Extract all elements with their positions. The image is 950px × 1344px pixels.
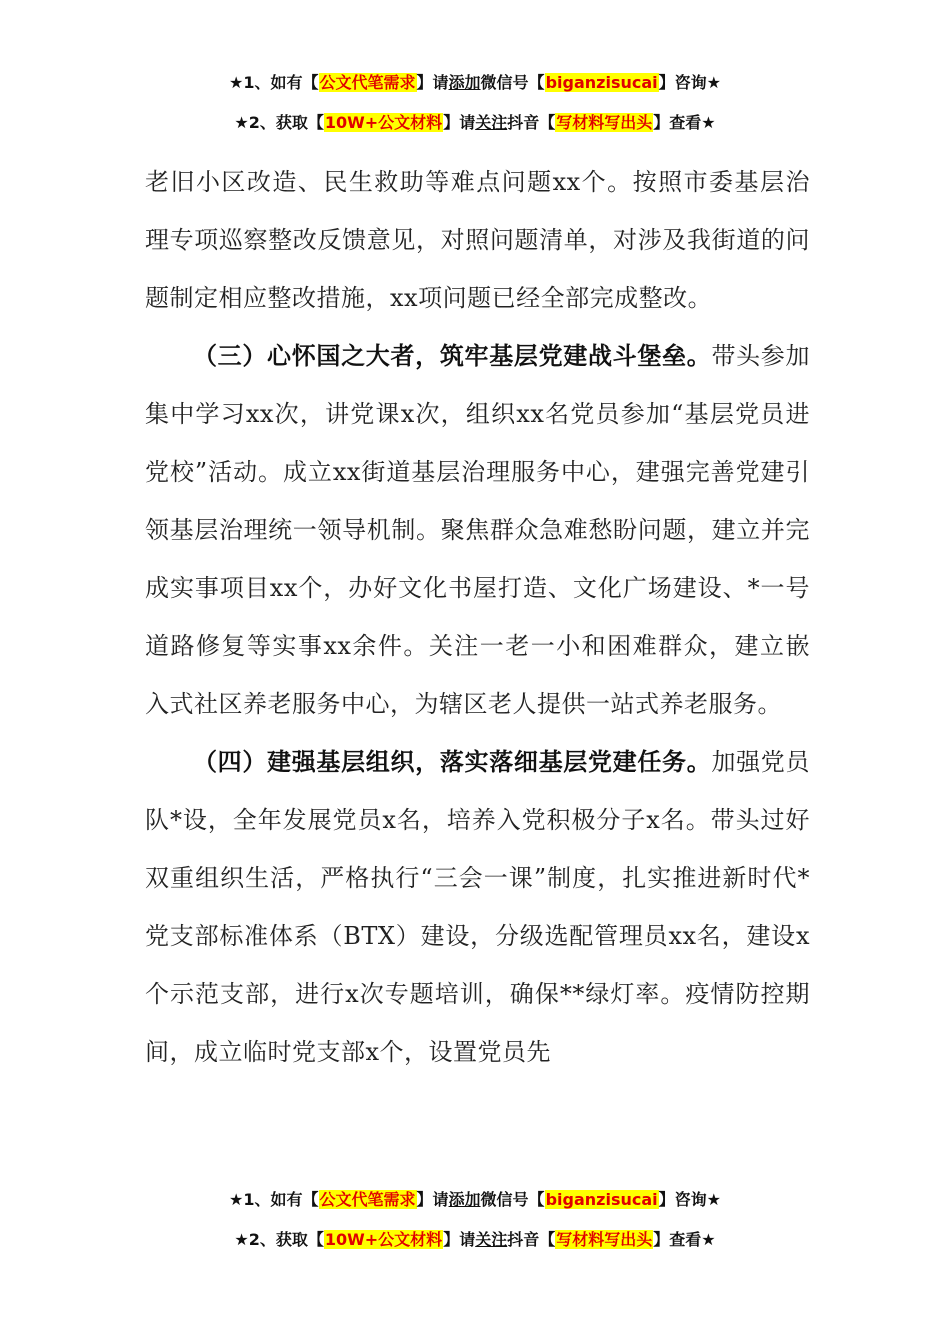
promo-underline: 关注 [475, 113, 508, 132]
promo-text: 】请 [443, 113, 476, 132]
promo-text: ★1、如有【 [229, 1190, 319, 1209]
wechat-id-highlight: biganzisucai [545, 73, 658, 92]
promo-text: 】请 [416, 1190, 449, 1209]
section-4-heading: （四）建强基层组织，落实落细基层党建任务。 [193, 747, 712, 776]
douyin-highlight: 写材料写出头 [556, 1230, 653, 1249]
section-4-body: 加强党员队*设，全年发展党员x名，培养入党积极分子x名。带头过好双重组织生活，严格执行“三会一课”制度，扎实推进新时代*党支部标准体系（BTX）建设，分级选配管理员xx名，建设x个示范支部，进行x次专题培训，确保**绿灯率。疫情防控期间，成立临时党支部x个，设置党员先 [145, 748, 810, 1066]
promo-text: 】查看★ [653, 113, 716, 132]
promo-text: 抖音【 [507, 1230, 556, 1249]
document-body [145, 153, 810, 1081]
paragraph-continued: 老旧小区改造、民生救助等难点问题xx个。按照市委基层治理专项巡察整改反馈意见，对照问题清单，对涉及我街道的问题制定相应整改措施，xx项问题已经全部完成整改。 [145, 168, 810, 312]
promo-text: 】咨询★ [658, 1190, 721, 1209]
footer-promo-line-2 [0, 1227, 950, 1250]
header-promo-line-1 [0, 70, 950, 93]
promo-text: 】咨询★ [658, 73, 721, 92]
douyin-highlight: 写材料写出头 [556, 113, 653, 132]
paragraph-section-4 [145, 733, 810, 1081]
promo-highlight: 10W+公文材料 [324, 113, 443, 132]
promo-highlight: 10W+公文材料 [324, 1230, 443, 1249]
paragraph-section-3 [145, 327, 810, 733]
section-3-heading: （三）心怀国之大者，筑牢基层党建战斗堡垒。 [193, 341, 712, 370]
wechat-id-highlight: biganzisucai [545, 1190, 658, 1209]
promo-text: 】请 [443, 1230, 476, 1249]
promo-text: 抖音【 [507, 113, 556, 132]
header-promo-line-2 [0, 110, 950, 133]
promo-text: 】查看★ [653, 1230, 716, 1249]
promo-text: 微信号【 [480, 73, 545, 92]
promo-underline: 添加 [448, 73, 481, 92]
promo-highlight: 公文代笔需求 [319, 1190, 416, 1209]
promo-text: ★2、获取【 [234, 113, 324, 132]
promo-text: ★1、如有【 [229, 73, 319, 92]
promo-underline: 关注 [475, 1230, 508, 1249]
promo-text: ★2、获取【 [234, 1230, 324, 1249]
footer-promo-line-1 [0, 1187, 950, 1210]
section-3-body: 带头参加集中学习xx次，讲党课x次，组织xx名党员参加“基层党员进党校”活动。成立xx街道基层治理服务中心，建强完善党建引领基层治理统一领导机制。聚焦群众急难愁盼问题，建立并完成实事项目xx个，办好文化书屋打造、文化广场建设、*一号道路修复等实事xx余件。关注一老一小和困难群众，建立嵌入式社区养老服务中心，为辖区老人提供一站式养老服务。 [145, 342, 810, 718]
promo-underline: 添加 [448, 1190, 481, 1209]
promo-highlight: 公文代笔需求 [319, 73, 416, 92]
promo-text: 微信号【 [480, 1190, 545, 1209]
promo-text: 】请 [416, 73, 449, 92]
